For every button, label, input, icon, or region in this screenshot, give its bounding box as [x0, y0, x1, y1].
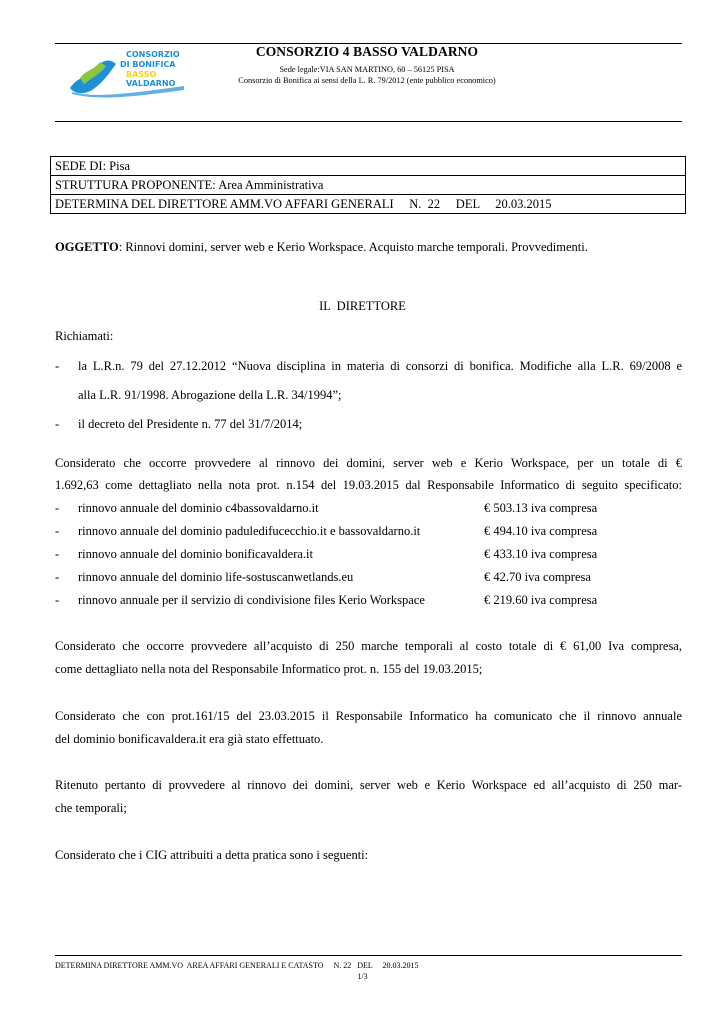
- cost-item-desc: rinnovo annuale del dominio life-sostuscanwetlands.eu: [78, 570, 354, 584]
- bullet-dash: -: [55, 570, 60, 584]
- considerato3-line-2: del dominio bonificavaldera.it era già stato effettuato.: [55, 732, 324, 746]
- info-struttura: STRUTTURA PROPONENTE: Area Amministrativa: [51, 175, 685, 194]
- header-bottom-rule: [55, 121, 682, 122]
- bullet-dash: -: [55, 547, 60, 561]
- info-sede: SEDE DI: Pisa: [55, 159, 130, 173]
- ritenuto-line-2: che temporali;: [55, 801, 127, 815]
- considerato2-line-2: come dettagliato nella nota del Responsabile Informatico prot. n. 155 del 19.03.2015;: [55, 662, 483, 676]
- cost-item-desc: rinnovo annuale del dominio bonificavaldera.it: [78, 547, 313, 561]
- considerato1-line-2: 1.692,63 come dettagliato nella nota prot. n.154 del 19.03.2015 dal Responsabile Informatico di seguito specificato:: [55, 478, 682, 492]
- cost-item-amount: € 494.10 iva compresa: [484, 524, 598, 538]
- bullet-dash: -: [55, 417, 60, 431]
- consorzio-logo-icon: [66, 48, 186, 98]
- info-determina: DETERMINA DEL DIRETTORE AMM.VO AFFARI GENERALI N. 22 DEL 20.03.2015: [51, 194, 685, 213]
- richiamati-item-2: il decreto del Presidente n. 77 del 31/7/2014;: [78, 417, 303, 431]
- oggetto-label: OGGETTO: [55, 240, 119, 254]
- bullet-dash: -: [55, 359, 60, 373]
- oggetto: [55, 240, 588, 255]
- info-box: [50, 156, 686, 214]
- bullet-dash: -: [55, 524, 60, 538]
- cost-item-desc: rinnovo annuale del dominio paduledifucecchio.it e bassovaldarno.it: [78, 524, 421, 538]
- ritenuto-line-1: Ritenuto pertanto di provvedere al rinnovo dei domini, server web e Kerio Workspace ed all’acquisto di 250 mar-: [55, 778, 682, 792]
- footer-rule: [55, 955, 682, 956]
- richiamati-label: Richiamati:: [55, 329, 114, 343]
- cig-intro: Considerato che i CIG attribuiti a detta pratica sono i seguenti:: [55, 848, 369, 862]
- richiamati-item-1-line-2: alla L.R. 91/1998. Abrogazione della L.R. 34/1994”;: [78, 388, 342, 402]
- cost-item-amount: € 503.13 iva compresa: [484, 501, 598, 515]
- considerato2-line-1: Considerato che occorre provvedere all’acquisto di 250 marche temporali al costo totale di € 61,00 Iva compresa,: [55, 639, 682, 653]
- logo-line-1: CONSORZIO: [126, 50, 180, 59]
- logo-line-3: BASSO: [126, 70, 157, 79]
- footer-text: DETERMINA DIRETTORE AMM.VO AREA AFFARI GENERALI E CATASTO N. 22 DEL 20.03.2015: [55, 961, 419, 970]
- cost-item-amount: € 42.70 iva compresa: [484, 570, 591, 584]
- cost-item-desc: rinnovo annuale per il servizio di condivisione files Kerio Workspace: [78, 593, 425, 607]
- cost-item-amount: € 219.60 iva compresa: [484, 593, 598, 607]
- considerato1-line-1: Considerato che occorre provvedere al rinnovo dei domini, server web e Kerio Workspace, per un totale di €: [55, 456, 682, 470]
- logo-line-2: DI BONIFICA: [120, 60, 176, 69]
- page-number: 1/3: [357, 972, 368, 981]
- logo-line-4: VALDARNO: [126, 79, 176, 88]
- direttore-heading: IL DIRETTORE: [319, 299, 406, 313]
- oggetto-text: : Rinnovi domini, server web e Kerio Workspace. Acquisto marche temporali. Provvedimenti.: [118, 240, 588, 254]
- cost-item-desc: rinnovo annuale del dominio c4bassovaldarno.it: [78, 501, 319, 515]
- bullet-dash: -: [55, 593, 60, 607]
- considerato3-line-1: Considerato che con prot.161/15 del 23.03.2015 il Responsabile Informatico ha comunicato che il rinnovo annuale: [55, 709, 682, 723]
- org-ente: Consorzio di Bonifica ai sensi della L. R. 79/2012 (ente pubblico economico): [238, 76, 496, 85]
- org-title: CONSORZIO 4 BASSO VALDARNO: [255, 44, 479, 59]
- cost-item-amount: € 433.10 iva compresa: [484, 547, 598, 561]
- bullet-dash: -: [55, 501, 60, 515]
- richiamati-item-1-line-1: la L.R.n. 79 del 27.12.2012 “Nuova disciplina in materia di consorzi di bonifica. Modifiche alla L.R. 69/2008 e: [78, 359, 682, 373]
- org-sede: Sede legale:VIA SAN MARTINO, 60 – 56125 PISA: [279, 65, 455, 74]
